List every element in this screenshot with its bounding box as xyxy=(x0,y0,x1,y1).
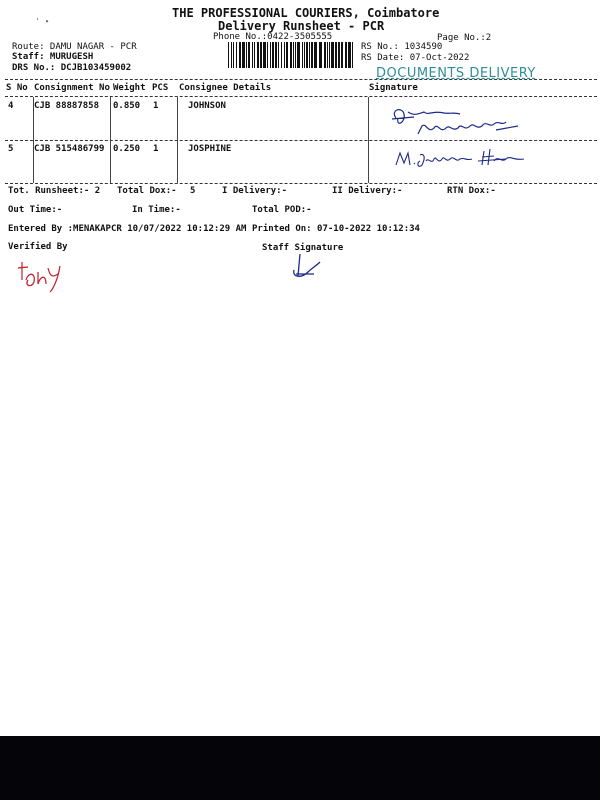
first-delivery-label: I Delivery:- xyxy=(222,186,288,196)
barcode-bar xyxy=(331,42,334,68)
header-consignment-no: Consignment No xyxy=(34,83,110,93)
barcode-bar xyxy=(272,42,274,68)
barcode-bar xyxy=(242,42,245,68)
barcode-bar xyxy=(348,42,351,68)
barcode-bar xyxy=(260,42,262,68)
barcode-bar xyxy=(327,42,328,68)
barcode-bar xyxy=(345,42,347,68)
header-consignee-details: Consignee Details xyxy=(179,83,272,93)
barcode-bar xyxy=(293,42,294,68)
company-name: THE PROFESSIONAL COURIERS, Coimbatore xyxy=(172,6,440,20)
out-time-label: Out Time:- xyxy=(8,205,63,215)
staff-signature-label: Staff Signature xyxy=(262,243,344,253)
table-row-1-consignee: JOHNSON xyxy=(188,101,226,111)
total-dox-label: Total Dox:- xyxy=(117,186,177,196)
barcode-bar xyxy=(252,42,253,68)
barcode-bar xyxy=(335,42,337,68)
table-row-2-sno: 5 xyxy=(8,144,14,154)
consignee-signature-josphine xyxy=(394,147,539,171)
scanner-edge-band xyxy=(0,736,600,800)
barcode-bar xyxy=(239,42,241,68)
col-rule-4 xyxy=(368,97,369,183)
document-title: Delivery Runsheet - PCR xyxy=(218,19,385,33)
in-time-label: In Time:- xyxy=(132,205,181,215)
total-dox-value: 5 xyxy=(190,186,196,196)
barcode-bar xyxy=(236,42,237,68)
verified-by-label: Verified By xyxy=(8,242,68,252)
table-top-rule xyxy=(5,79,597,80)
barcode-bar xyxy=(228,42,229,68)
header-signature: Signature xyxy=(369,83,418,93)
route-label: Route: DAMU NAGAR - PCR xyxy=(12,42,137,52)
barcode-bar xyxy=(338,42,340,68)
table-header-rule xyxy=(5,96,597,97)
barcode-bar xyxy=(297,42,300,68)
table-row-1-consignment: CJB 88887858 xyxy=(34,101,100,111)
second-delivery-label: II Delivery:- xyxy=(332,186,403,196)
barcode-bar xyxy=(284,42,285,68)
printed-on: Printed On: 07-10-2022 10:12:34 xyxy=(252,224,420,234)
table-row-1-pcs: 1 xyxy=(153,101,159,111)
staff-label: Staff: MURUGESH xyxy=(12,52,94,62)
barcode-bar xyxy=(263,42,266,68)
barcode-bar xyxy=(302,42,303,68)
barcode-bar xyxy=(319,42,322,68)
table-row-2-weight: 0.250 xyxy=(113,144,141,154)
table-row-1-weight: 0.850 xyxy=(113,101,141,111)
barcode-bar xyxy=(295,42,296,68)
drs-number: DRS No.: DCJB103459002 xyxy=(12,63,132,73)
barcode-bar xyxy=(341,42,343,68)
barcode-bar xyxy=(306,42,308,68)
header-weight: Weight xyxy=(113,83,146,93)
barcode-bar xyxy=(281,42,282,68)
barcode-bar xyxy=(254,42,255,68)
barcode-bar xyxy=(352,42,353,68)
page-number: Page No.:2 xyxy=(437,33,492,43)
barcode-bar xyxy=(248,42,250,68)
table-row-1-sno: 4 xyxy=(8,101,14,111)
barcode-bar xyxy=(309,42,310,68)
documents-delivery-stamp: DOCUMENTS DELIVERY xyxy=(376,66,536,81)
verifier-signature xyxy=(16,258,72,294)
barcode-bar xyxy=(324,42,326,68)
staff-signature-mark xyxy=(290,252,326,280)
barcode-bar xyxy=(314,42,317,68)
barcode-bar xyxy=(311,42,313,68)
phone-number: Phone No.:0422-3505555 xyxy=(213,32,333,42)
scan-speck: ' ∙ xyxy=(35,17,50,26)
barcode-bar xyxy=(233,42,234,68)
barcode-bar xyxy=(286,42,288,68)
barcode xyxy=(228,42,356,68)
rs-number: RS No.: 1034590 xyxy=(361,42,443,52)
barcode-bar xyxy=(329,42,330,68)
barcode-bar xyxy=(267,42,268,68)
table-row-2-consignment: CJB 515486799 xyxy=(34,144,105,154)
barcode-bar xyxy=(231,42,232,68)
table-bottom-rule xyxy=(5,183,597,184)
header-pcs: PCS xyxy=(152,83,169,93)
col-rule-2 xyxy=(110,97,111,183)
barcode-bar xyxy=(304,42,305,68)
entered-by: Entered By :MENAKAPCR 10/07/2022 10:12:29 AM xyxy=(8,224,247,234)
barcode-bar xyxy=(275,42,277,68)
total-runsheet: Tot. Runsheet:- 2 xyxy=(8,186,101,196)
rs-date: RS Date: 07-Oct-2022 xyxy=(361,53,470,63)
barcode-bar xyxy=(270,42,271,68)
table-row-2-pcs: 1 xyxy=(153,144,159,154)
total-pod-label: Total POD:- xyxy=(252,205,312,215)
header-sno: S No xyxy=(6,83,28,93)
barcode-bar xyxy=(246,42,247,68)
barcode-bar xyxy=(278,42,279,68)
rtn-dox-label: RTN Dox:- xyxy=(447,186,496,196)
barcode-bar xyxy=(290,42,292,68)
table-row-2-consignee: JOSPHINE xyxy=(188,144,232,154)
barcode-bar xyxy=(257,42,259,68)
consignee-signature-johnson xyxy=(388,104,538,144)
col-rule-3 xyxy=(177,97,178,183)
